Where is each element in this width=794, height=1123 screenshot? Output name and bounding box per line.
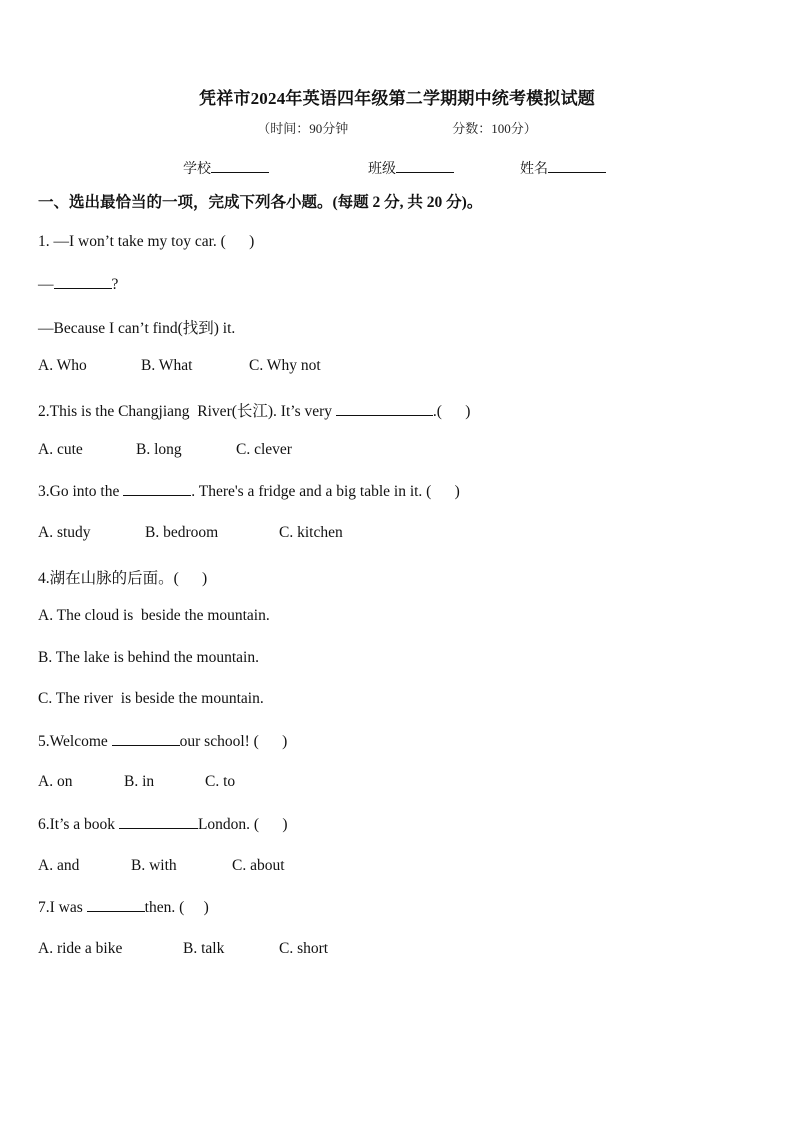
exam-meta: [0, 118, 794, 137]
class-label: 班级: [368, 162, 396, 177]
q7-blank[interactable]: [87, 898, 145, 912]
class-field: [368, 158, 454, 178]
q6-blank[interactable]: [119, 815, 198, 829]
q1-stem: 1. —I won’t take my toy car. ( ): [38, 233, 255, 250]
q7-option-a[interactable]: A. ride a bike: [38, 940, 123, 957]
q1-blank[interactable]: [54, 275, 112, 289]
q4-stem: 4.湖在山脉的后面。( ): [38, 570, 208, 587]
q1-line2: [38, 275, 118, 294]
q3-blank[interactable]: [123, 482, 191, 496]
q6-option-c[interactable]: C. about: [232, 857, 285, 874]
q1-dash: —: [38, 276, 54, 293]
q6-stem: [38, 815, 287, 834]
q3-prefix: 3.Go into the: [38, 483, 124, 500]
q2-option-c[interactable]: C. clever: [236, 441, 292, 458]
q3-option-a[interactable]: A. study: [38, 524, 91, 541]
q5-option-c[interactable]: C. to: [205, 773, 236, 790]
q7-suffix: then. ( ): [144, 899, 209, 916]
name-field: [520, 158, 606, 178]
q1-line3: —Because I can’t find(找到) it.: [38, 320, 236, 337]
q2-options: [38, 441, 292, 459]
q7-prefix: 7.I was: [38, 899, 87, 916]
q5-suffix: our school! ( ): [179, 733, 288, 750]
q4-option-a[interactable]: A. The cloud is beside the mountain.: [38, 607, 270, 624]
q1-question-mark: ?: [111, 276, 119, 293]
q1-option-c[interactable]: C. Why not: [249, 357, 321, 374]
school-field: [183, 158, 269, 178]
time-limit: （时间：90分钟: [257, 121, 349, 136]
q2-option-a[interactable]: A. cute: [38, 441, 83, 458]
q7-option-c[interactable]: C. short: [279, 940, 329, 957]
q7-option-b[interactable]: B. talk: [183, 940, 225, 957]
q2-suffix: .( ): [432, 403, 471, 420]
q5-prefix: 5.Welcome: [38, 733, 112, 750]
page-title: 凭祥市2024年英语四年级第二学期期中统考模拟试题: [199, 89, 595, 108]
q7-options: [38, 940, 328, 958]
q2-option-b[interactable]: B. long: [136, 441, 182, 458]
name-blank[interactable]: [548, 158, 606, 173]
school-label: 学校: [183, 162, 211, 177]
q5-blank[interactable]: [112, 732, 180, 746]
q3-options: [38, 524, 343, 542]
q1-options: [38, 357, 321, 375]
q3-suffix: . There's a fridge and a big table in it. ( ): [191, 483, 460, 500]
q3-option-c[interactable]: C. kitchen: [279, 524, 343, 541]
q1-option-b[interactable]: B. What: [141, 357, 193, 374]
q2-blank[interactable]: [336, 402, 433, 416]
q4-option-b[interactable]: B. The lake is behind the mountain.: [38, 649, 259, 666]
q6-options: [38, 857, 285, 875]
q5-option-b[interactable]: B. in: [124, 773, 155, 790]
school-blank[interactable]: [211, 158, 269, 173]
q4-option-c[interactable]: C. The river is beside the mountain.: [38, 690, 264, 707]
class-blank[interactable]: [396, 158, 454, 173]
q2-prefix: 2.This is the Changjiang River(长江). It’s very: [38, 403, 336, 420]
q6-option-a[interactable]: A. and: [38, 857, 80, 874]
name-label: 姓名: [520, 162, 548, 177]
q2-stem: [38, 399, 470, 421]
q3-stem: [38, 482, 460, 501]
q3-option-b[interactable]: B. bedroom: [145, 524, 219, 541]
q7-stem: [38, 898, 209, 917]
q5-stem: [38, 732, 287, 751]
q5-options: [38, 773, 235, 791]
q5-option-a[interactable]: A. on: [38, 773, 73, 790]
q6-prefix: 6.It’s a book: [38, 816, 119, 833]
q1-option-a[interactable]: A. Who: [38, 357, 87, 374]
total-score: 分数：100分）: [452, 121, 537, 136]
q6-suffix: London. ( ): [197, 816, 288, 833]
section-title: 一、选出最恰当的一项，完成下列各小题。(每题 2 分, 共 20 分)。: [38, 194, 483, 211]
q6-option-b[interactable]: B. with: [131, 857, 177, 874]
